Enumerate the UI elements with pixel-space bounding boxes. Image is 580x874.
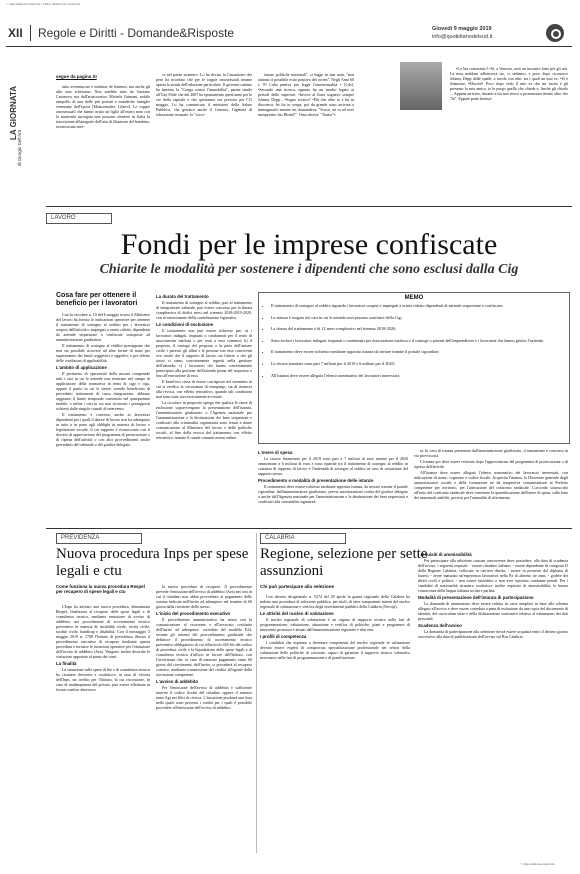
kicker: segue da pagina XI [56,74,97,79]
memo-item: • La durata del trattamento è di 12 mesi complessivi nel triennio 2018-2020; [271,326,565,332]
top-col-3: stanze politiche nazionali", si legge in una nota, "non aiutano il possibile esito positivo del corteo". Negli Anni 60 e 70 Cuba puniva per legge l'omosessualità • [Cds]. •Secondo una ricerca, ognuno ha un incubo legato ai periodi delle superiori. •Invece al linea sognavo sempre Johnny Depp... •Sogno erotico? •Più che altro io e lui in discoteca, lei lui in vespa, poi da grande sono arrivata a immaginarlo mentre mi domandava: "Scusa, ssi tu ad aver interpretato Iris Blond?". Oma diceva: "Tiamo"•. [258,72,354,117]
previdenza-col-1: L'Inps ha attivato una nuova procedura, denominata Respel, finalizzata al recupero delle spese legali e di consulenza tecnica, mediante emissione di avviso di addebito, nei procedimenti di accertamento tecnico preventivo in materia di invalidità civile, cecità civile, sordità civile, handicap e disabilità. Con il messaggio 3 maggio 2019 n. 1708 l'Istituto di previdenza illustra il procedimento esecutivo di recupero mediante questa procedura e fornisce le istruzioni operative per l'emissione dell'avviso di addebito (Ava). Vengono inoltre descritte le variazioni apportate al piano dei conti. La finalità La situazione sulle spese di lite e di consulenza tecnica ha carattere decisorio e costituisce, in caso di vittoria dell'Inps, un credito per l'Istituto, la cui riscossione, in caso di inadempienza del privato, può essere effettuata in forma coattiva attraverso [56,604,150,692]
copyright-notice: © riproduzione riservata | Tutti i diritti sono riservati [6,2,80,6]
top-col-4: •Lo hai conosciuto? •Sì, a Venezia, avrò un incontro fatto per gli atti. La nera maldam adlottivera sto, ci sediamo, e poco dopo riconosco Johnny Depp dalle spalle, a tavola con altri, tra i quali un mio ex. •Si è fidanzato. •Macché! Poco dopo vedo il mio ex che mi invita e gli presento la mia amica, io le porgo quello che chiede e, finché gli chiedo ... Appena arrivato, davanti a lui non riesco a pronunciare niente altro che "hi". Eppure parlo benissi- [450,66,568,101]
top-col-2: ce nel paese straniero. Lo ha deciso la Cassazione che però ha ricordato che per le coppie omosessuali rimane aperta la strada dell'adozione particolare. Il governo cubano ha lanciato la "Conga contro l'immobilità", parata simile all'Gay Pride che dal 2007 ha spostamento quest'anno per le vie della capitale e che questanno era prevista per l'11 maggio. Lo ha comunicato il ministero della Salute Pubblica, che gestisce anche il Cenesex, l'agenzia di educazione sessuale: le "circo- [156,72,252,117]
calabria-col-2: I requisiti di ammissibilità Per partecipare alla selezione ciascun concorrente deve possedere, alla data di scadenza dell'avviso, i seguenti requisiti: - essere cittadino italiano; - essere dipendente di categoria D della Regione Calabria, collocato in carriera diretta; - essere in possesso del diploma di laurea; - avere maturato un'esperienza lavorativa nella Pa di almeno tre anni; - godere dei diritti civili e politici; - non essere interdetto o non aver riportato condanne penali. Per i candidati di nazionalità straniera costituisce inoltre requisito di ammissibilità, la buona conoscenza della lingua italiana scritta e parlata. Modalità di presentazione dell'istanza di partecipazione La domanda di ammissione deve essere redatta in carta semplice in base allo schema allegato all'avviso e deve essere corredata a pena di esclusione da una copia del documento di identità, del curriculum vitae e della dichiarazione sostitutiva relativa al trattamento dei dati personali. Scadenza dell'avviso La domanda di partecipazione alla selezione dovrà essere acquisita entro il decimo giorno successivo alla data di pubblicazione dell'avviso sul Bur Calabria. [418,552,568,639]
lead-heading: Cosa fare per ottenere il beneficio per i lavoratori [56,292,138,307]
calabria-col-1: Con decreto dirigenziale n. 5274 del 29 aprile la giunta regionale della Calabria ha indetto una procedura di selezione pubblica, per titoli, di sette componenti interni del nucleo regionale di valutazione e verifica degli investimenti pubblici della Calabria (Nrvvip). Le attività del nucleo di valutazione Il nucleo regionale di valutazione è un organo di supporto tecnico nelle fasi di programmazione, valutazione, attuazione e verifica di politiche, piani e programmi di intervento promossi e attuati dall'amministrazione regionale e altri enti. I profili di competenza I candidati che aspirano a diventare componenti del nucleo regionale di valutazione devono essere esperti di comprovata specializzazione professionale nei settori della valutazione delle politiche di coesione, capaci di garantire il supporto tecnico valutativo necessario nelle fasi di programmazione e di pianificazione. [260,594,410,660]
header-date: Giovedì 9 maggio 2019 [432,26,492,32]
page-number: XII [8,26,23,40]
previdenza-lead: Come funziona la nuova procedura Respel per recupero di spese legali e ctu [56,584,145,595]
previdenza-title: Nuova procedura Inps per spese legali e ctu [56,546,249,579]
memo-item: • Il trattamento deve essere richiesto mediante apposita istanza da inviare tramite il portale cigsonline; [271,349,565,355]
main-col-2: La durata del trattamento Il trattamento di sostegno al reddito, pari al trattamento di integrazione salariale, può essere concesso per la durata complessiva di dodici mesi nel triennio 2018-2019-2020, con riconoscimento della contribuzione figurativa. Le condizioni di esclusione Il trattamento non può essere richiesto per: a) i lavoratori indagati, imputati o condannati per il reato di associazione mafiosa o per reati a essa connessi; b) il proposto, il coniuge del proposto o la parte dell'unione civile, i parenti, gli affini e le persone con esso conviventi ove risulti che il rapporto di lavoro sia fittizio o che gli stessi si siano concretamente ingeriti nella gestione dell'azienda; c) i lavoratori che hanno concretamente partecipato alla gestione dell'azienda prima del sequestro e fino all'esecuzione di esso. Il beneficio cessa di essere corrisposto nel momento in cui si verifica la circostanza di reimpiego, sia di rinuncia alla revoca, con effetto retroattivo, quando tali condizioni non sono state successivamente accertate. La circolare in proposito spiega che qualora le cause di esclusione sopravvengano la presentazione dell'istanza, l'amministratore giudiziario o l'Agenzia nazionale per l'amministrazione e la destinazione dei beni sequestrati e confiscati alla criminalità organizzata sono tenuti a darne comunicazione al Ministero del lavoro e delle politiche sociali, al fine della revoca del trattamento con effetto retroattivo, tramite il canale comunicazioni online. [156,294,252,440]
logo-icon [546,24,564,42]
calabria-lead: Chi può partecipare alla selezione [260,584,335,589]
memo-box [258,292,570,444]
memo-item: • Le risorse stanziate sono pari 7 milioni per il 2019 e 6 milioni per il 2020; [271,361,565,367]
section-title: Regole e Diritti - Domande&Risposte [38,26,235,40]
memo-item: • La misura è erogata nei casi in cui le aziende non possono usufruire della Cig; [271,315,565,321]
top-col-1: tutto avventurose e tombeur de femmes, ma anche gli altri non scherzano. Non sarebbe nato da Gaetano Casanova, ma dall'aristocratico Michele Grimani, nobile rampollo di una delle più potenti e munifiche famiglie veneziane dell'epoca [Mastromattei, Libero]. Le coppie omosessuali che hanno avuto un figlio all'estero nato con la maternità surrogata non possono ottenere in Italia la trascrizione all'anagrafe dell'atto di filiazione del bambino, riconosciuta inve- [56,84,150,129]
tag-calabria: CALABRIA [260,533,346,544]
previdenza-col-2: la nuova procedura di recupero. Il procedimento prevede l'emissione dell'avviso di addebito (Ava) nei casi in cui il cittadino non abbia provveduto al pagamento delle somme indicate nell'invito ad adempiere nel termine di 60 giorni dalla ricezione dello stesso. L'inizio del procedimento esecutivo Il procedimento amministrativo ha inizio con la comunicazione al ricorrente e all'avvocato costituito dell'invito ad adempiere, corredato del modello F24, recante gli estremi del provvedimento giudiziale che definisce il procedimento di accertamento tecnico preventivo obbligatorio di cui all'articolo 445-bis del codice di procedura civile e la liquidazione delle spese legali e di consulenza tecnica d'ufficio in favore dell'Istituto, con l'avvertenza che, in caso di mancato pagamento entro 60 giorni dal ricevimento dell'invito, si procederà al recupero coattivo, mediante trasmissione del credito all'agente della riscossione competente. L'avviso di addebito Per l'emissione dell'avviso di addebito è sufficiente inserire il codice fiscale del cittadino oppure il numero anno Agi nei filtri di ricerca. L'istruzione produrrà una lista nella quale sono presenti i crediti per i quali è possibile procedere all'emissione dell'avviso di addebito. [156,584,252,710]
memo-item: • Sono esclusi i lavoratori indagati, imputati o condannati per associazione mafiosa o il coniuge o parenti dell'imprenditore e i lavoratori che hanno gestito l'azienda; [271,338,565,344]
top-col-4a [360,66,396,112]
memo-title: MEMO [404,295,424,301]
main-col-1: Con la circolare n. 10 del 6 maggio scorso il Ministero del lavoro ha fornito le indicazioni operative per ottenere il trattamento di sostegno al reddito per i lavoratori sospesi dall'attività o impiegati a orario ridotto, dipendenti da aziende sequestrate o confiscate sottoposte ad amministrazione giudiziaria. Il trattamento di sostegno al reddito presuppone che non sia possibile ricorrere ad altre forme di aiuto per superamento dei limiti soggettivi e oggettivi o per difetto delle condizioni di applicabilità. L'ambito di applicazione Il perimetro di operatività della misura comprende tutti i casi in cui le aziende non rientrano nel campo di applicazione della normativa in tema di cigo e cigs, oppure il punto in cui le stesse, avendo beneficiato di precedenti trattamenti di cassa integrazione, abbiano raggiunto il limite temporale consentito nel quinquennio mobile, o infine i casi in cui non ricorrono i presupposti richiesti dalle singole causali di intervento. Il trattamento è concesso anche ai lavoratori dipendenti per i quali il datore di lavoro non ha adempiuto in tutto o in parte agli obblighi in materia di lavoro e legislazione sociale, il cui rapporto è riconosciuto con il decreto di approvazione del programma di prosecuzione o di ripresa dell'attività o con altri provvedimenti anche precedenti del tribunale o del giudice delegato. [56,312,150,447]
calabria-title: Regione, selezione per sette assunzioni [260,546,428,579]
portrait-photo [400,62,442,110]
footer-copyright: © riproduzione riservata [520,862,555,866]
memo-item: • Il trattamento di sostegno al reddito riguarda i lavoratori sospesi o impiegati a orario ridotto dipendenti di aziende sequestrate o confiscate; [271,303,565,309]
tag-lavoro: LAVORO [46,213,112,224]
main-subtitle: Chiarite le modalità per sostenere i dipendenti che sono esclusi dalla Cig [99,262,519,277]
memo-item: • All'istanza deve essere allegato l'elenco nominativo dei lavoratori interessati; [271,373,565,379]
main-col-4: ta. In caso di istanza presentata dall'amministratore giudiziario, il trattamento è concesso in via provvisoria. L'istanza poi deve essere reiterata dopo l'approvazione del programma di prosecuzione o di ripresa dell'attività. All'istanza deve essere allegato l'elenco nominativo dei lavoratori interessati, con indicazione di nome, cognome e codice fiscale. Acquisita l'istanza, la Direzione generale degli ammortizzatori sociali e della formazione ne dà tempestiva comunicazione al Prefetto competente per territorio, per l'attivazione del confronto sindacale. L'accordo sottoscritto all'esito del confronto sindacale deve contenere la quantificazione dell'onere di spesa, sulla base dei massimali stabiliti, previsti per l'annualità di riferimento. [414,448,568,500]
main-title: Fondi per le imprese confiscate [120,228,498,261]
sidebar-giornata [6,80,22,250]
main-col-3: L'onere di spesa Le risorse finanziarie per il 2019 sono pari a 7 milioni di euro mentre per il 2020 ammontano a 6 milioni di euro e sono ripartite tra il trattamento di sostegno al reddito in costanza di rapporto di lavoro e l'indennità di sostegno al reddito in caso di cessazione del rapporto stesso. Procedimento e modalità di presentazione delle istanze Il trattamento deve essere richiesto mediante apposita istanza, da inviare tramite il portale cigsonline, dall'amministratore giudiziario, previa autorizzazione scritta del giudice delegato o anche dall'Agenzia nazionale per l'amministrazione e la destinazione dei beni sequestrati e confiscati alla criminalità organizza- [258,450,408,504]
sidebar-author: di Giorgio Dell'Arti [17,130,22,166]
sidebar-title: LA GIORNATA [9,85,18,140]
header-email: info@quotidianodelsud.it [432,34,493,40]
tag-previdenza: PREVIDENZA [56,533,142,544]
